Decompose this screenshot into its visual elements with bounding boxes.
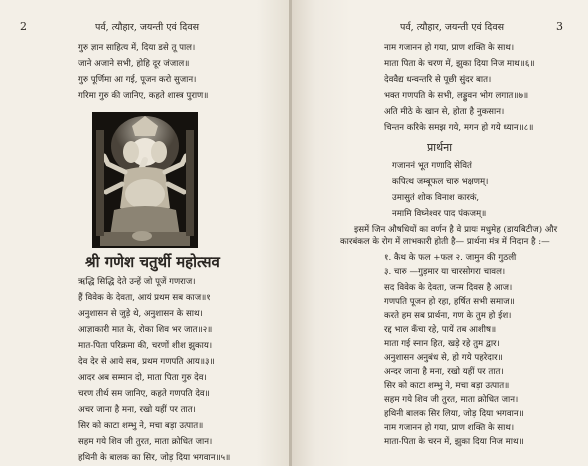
right-running-head: पर्व, त्यौहार, जयन्ती एवं दिवस	[400, 22, 505, 33]
section-title: श्री गणेश चतुर्थी महोत्सव	[85, 253, 220, 271]
verse-line: आज्ञाकारी मात के, रोका शिव भर जात॥२॥	[78, 325, 213, 335]
ganesha-photo	[92, 112, 198, 248]
verse-line: नाम गजानन हो गया, प्राण शक्ति के साथ।	[384, 423, 515, 433]
right-page	[292, 0, 588, 466]
sanskrit-line: गजाननं भूत गणादि सेवितं	[392, 161, 472, 171]
left-page-number: 2	[20, 20, 27, 33]
verse-line: गुरु पूर्णिमा आ गई, पूजन करो सुजान।	[78, 75, 197, 85]
verse-line: ऋद्धि सिद्धि देते उन्हें जो पूजें गणराज।	[78, 277, 196, 287]
verse-line: आदर अब सम्मान दो, माता पिता गुरु देव।	[78, 373, 207, 383]
verse-line: माता पिता के चरण में, झुका दिया निज माथ॥६॥	[384, 59, 535, 69]
verse-line: सहम गये शिव जी तुरत, माता क्रोधित जान।	[78, 437, 213, 447]
verse-line: हैं विवेक के देवता, आयं प्रथम सब काज॥१	[78, 293, 211, 303]
verse-line: करते हम सब प्रार्थना, गण के तुम हो ईश।	[384, 311, 512, 321]
verse-line: देववैद्य धन्वन्तरि से पूछी सुंदर बात।	[384, 75, 492, 85]
verse-line: मात-पिता परिक्रमा की, चरणों शीश झुकाय।	[78, 341, 213, 351]
verse-line: अति मीठे के खान से, होता है नुकसान।	[384, 107, 505, 117]
verse-line: हथिनी के बालक का सिर, जोड़ दिया भगवान॥५॥	[78, 453, 231, 463]
verse-line: सद विवेक के देवता, जन्म दिवस है आज।	[384, 283, 513, 293]
verse-line: गरिमा गुरु की जानिए, कहते शास्त्र पुराण॥	[78, 91, 209, 101]
remedy-line: १. कैथ के फल +फल २. जामुन की गुठली	[384, 253, 517, 263]
verse-line: अचर जाना है मना, रखो यहीं पर तात।	[78, 405, 196, 415]
verse-line: सिर को काटा शम्भु ने, मचा बड़ा उत्पात॥	[384, 381, 510, 391]
sanskrit-line: कपित्थ जम्बूफल चारु भक्षणम्।	[392, 177, 489, 187]
verse-line: अनुशासन अनुबंध से, हो गये पहरेदार॥	[384, 353, 503, 363]
verse-line: माता गई स्नान हित, खड़े रहे तुम द्वार।	[384, 339, 500, 349]
verse-line: सिर को काटा शम्भु ने, मचा बड़ा उत्पात॥	[78, 421, 204, 431]
verse-line: चिन्तन करिके समझ गये, मगन हो गये ध्यान॥८॥	[384, 123, 534, 133]
prayer-title: प्रार्थना	[427, 141, 453, 154]
verse-line: गुरु ज्ञान साहित्य में, दिया डसे तू पाल।	[78, 43, 196, 53]
verse-line: भक्त गणपति के सभी, लड्डुवन भोग लगात॥७॥	[384, 91, 529, 101]
remedy-line: ३. चारु —गुड़मार या चारसोगरा चावल।	[384, 267, 506, 277]
verse-line: रद्द भाल कँचा रहे, पायें तब आशीष॥	[384, 325, 497, 335]
verse-line: माता-पिता के चरन में, झुका दिया निज माथ॥	[384, 437, 524, 447]
sanskrit-line: नमामि विघ्नेश्वर पाद पंकजम्॥	[392, 209, 487, 219]
left-running-head: पर्व, त्यौहार, जयन्ती एवं दिवस	[95, 22, 200, 33]
verse-line: सहम गये शिव जी तुरत, माता क्रोधित जान।	[384, 395, 519, 405]
verse-line: अन्दर जाना है मना, रखो यहीं पर तात।	[384, 367, 504, 377]
sanskrit-line: उमासुतं शोक विनाश कारकं,	[392, 193, 480, 203]
left-page	[0, 0, 292, 466]
prose-line: कारबंकल के रोग में लाभकारी होती है— प्रार्थना मंत्र में निदान है :—	[340, 237, 550, 247]
verse-line: देव देर से आये सब, प्रथम गणपति आय॥३॥	[78, 357, 215, 367]
verse-line: गणपति पूजन हो रहा, हर्षित सभी समाज॥	[384, 297, 515, 307]
verse-line: हथिनी बालक सिर लिया, जोड़ दिया भगवान॥	[384, 409, 524, 419]
verse-line: जाने अजाने सभी, होहि दूर जंजाल॥	[78, 59, 190, 69]
prose-line: इसमें जिन औषधियों का वर्णन है वे प्रायः मधुमेह (डायबिटीज) और	[354, 225, 558, 235]
verse-line: नाम गजानन हो गया, प्राण शक्ति के साथ।	[384, 43, 515, 53]
verse-line: अनुशासन से जुड़े थे, अनुशासन के साथ।	[78, 309, 203, 319]
verse-line: चरण तीर्थ सम जानिए, कहते गणपति देव॥	[78, 389, 210, 399]
right-page-number: 3	[556, 20, 563, 33]
